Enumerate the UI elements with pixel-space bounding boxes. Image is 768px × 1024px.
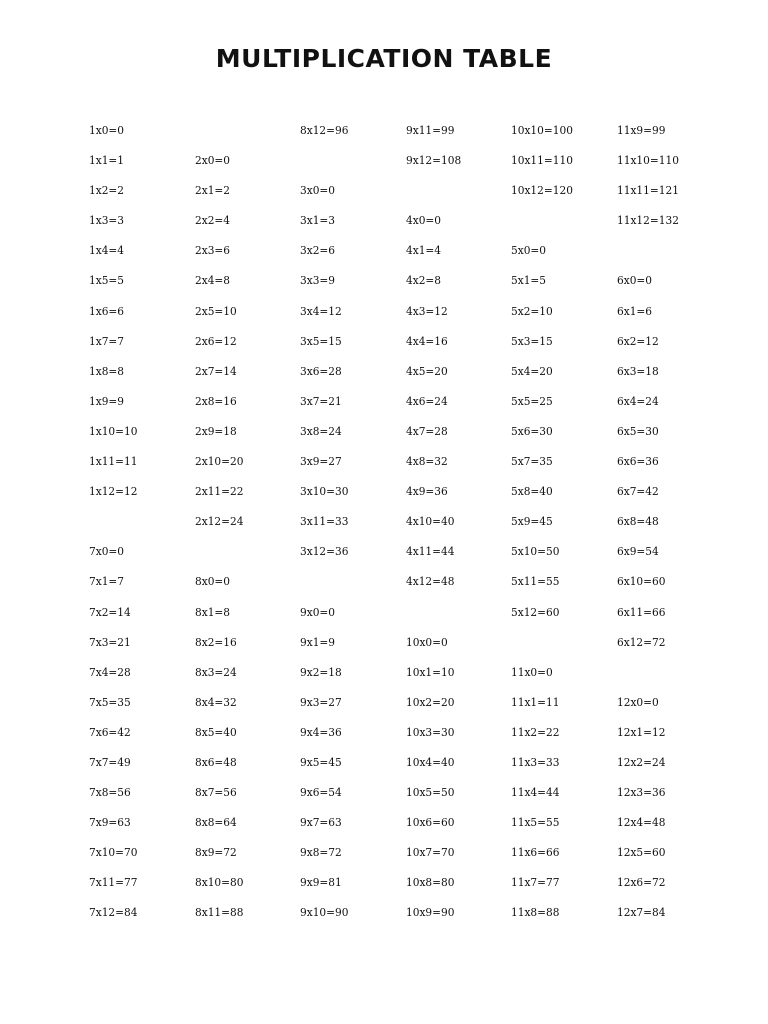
equation-cell: 6x7=42	[616, 484, 659, 499]
equation-cell: 8x12=96	[300, 123, 349, 137]
equation-cell: 3x4=12	[300, 303, 342, 318]
equation-cell: 11x5=55	[511, 815, 560, 830]
page-title: MULTIPLICATION TABLE	[215, 44, 553, 73]
equation-cell: 5x2=10	[511, 303, 553, 318]
table-row	[89, 632, 729, 662]
table-row	[89, 301, 729, 331]
equation-cell: 9x11=99	[405, 123, 455, 137]
equation-cell: 7x10=70	[89, 845, 138, 860]
equation-cell: 5x0=0	[511, 243, 547, 258]
equation-cell: 3x12=36	[300, 544, 349, 559]
equation-cell: 11x7=77	[511, 875, 560, 890]
equation-cell: 4x5=20	[405, 363, 448, 378]
equation-cell: 8x3=24	[194, 664, 237, 679]
equation-cell: 9x9=81	[300, 875, 342, 890]
equation-cell: 1x6=6	[89, 303, 125, 318]
equation-cell: 4x6=24	[405, 393, 448, 408]
equation-cell: 3x5=15	[300, 333, 342, 348]
equation-cell: 4x10=40	[405, 514, 455, 529]
equation-cell: 11x3=33	[511, 754, 560, 769]
equation-cell: 9x8=72	[300, 845, 342, 860]
equation-cell: 8x2=16	[194, 634, 237, 649]
equation-cell: 8x5=40	[194, 724, 237, 739]
table-row	[89, 210, 729, 240]
equation-cell: 8x10=80	[194, 875, 244, 890]
table-row	[89, 481, 729, 511]
table-row	[89, 421, 729, 451]
equation-cell: 12x0=0	[616, 694, 659, 709]
equation-cell: 2x8=16	[194, 393, 237, 408]
equation-cell: 10x4=40	[405, 754, 455, 769]
equation-cell: 6x2=12	[616, 333, 659, 348]
equation-cell: 9x6=54	[300, 785, 342, 800]
equation-cell: 3x6=28	[300, 363, 342, 378]
equation-cell: 7x1=7	[89, 574, 125, 589]
equation-cell: 1x4=4	[89, 243, 125, 258]
equation-cell: 1x12=12	[89, 484, 138, 499]
equation-cell: 9x7=63	[300, 815, 342, 830]
equation-cell: 10x10=100	[511, 123, 573, 137]
equation-cell: 5x4=20	[511, 363, 553, 378]
table-row	[89, 722, 729, 752]
equation-cell: 12x2=24	[616, 754, 666, 769]
equation-cell: 4x11=44	[405, 544, 455, 559]
equation-cell: 5x7=35	[511, 454, 553, 469]
equation-cell: 5x1=5	[511, 273, 547, 288]
equation-cell: 1x9=9	[89, 393, 125, 408]
equation-cell: 10x9=90	[405, 905, 455, 920]
table-row	[89, 812, 729, 842]
equation-cell: 7x7=49	[89, 754, 131, 769]
equation-cell: 6x10=60	[616, 574, 666, 589]
equation-cell: 2x3=6	[194, 243, 230, 258]
equation-cell: 12x6=72	[616, 875, 666, 890]
equation-cell: 9x4=36	[300, 724, 342, 739]
equation-cell: 5x10=50	[511, 544, 560, 559]
equation-cell: 8x4=32	[194, 694, 237, 709]
equation-cell: 8x11=88	[194, 905, 244, 920]
equation-cell: 2x10=20	[194, 454, 244, 469]
table-row	[89, 872, 729, 902]
equation-cell: 4x3=12	[405, 303, 448, 318]
equation-cell: 10x8=80	[405, 875, 455, 890]
equation-cell: 7x3=21	[89, 634, 131, 649]
equation-cell: 1x10=10	[89, 423, 138, 438]
equation-cell: 11x9=99	[616, 123, 666, 137]
equation-cell	[617, 662, 714, 692]
table-row	[89, 662, 729, 692]
equation-cell: 4x7=28	[405, 423, 448, 438]
equation-cell: 1x3=3	[89, 213, 125, 228]
equation-cell	[511, 210, 608, 240]
equation-cell	[617, 240, 714, 270]
equation-cell	[89, 511, 186, 541]
equation-cell	[511, 632, 608, 662]
equation-cell: 2x0=0	[194, 153, 230, 168]
equation-cell: 7x0=0	[89, 544, 125, 559]
table-row	[89, 180, 729, 210]
equation-cell: 12x7=84	[616, 905, 666, 920]
equation-cell: 11x1=11	[511, 694, 560, 709]
table-row	[89, 541, 729, 571]
equation-cell: 1x0=0	[89, 123, 125, 137]
equation-cell: 9x0=0	[300, 604, 336, 619]
equation-cell: 7x6=42	[89, 724, 131, 739]
equation-cell: 8x9=72	[194, 845, 237, 860]
equation-cell: 11x11=121	[616, 183, 679, 198]
equation-cell: 6x1=6	[616, 303, 652, 318]
equation-cell: 1x5=5	[89, 273, 125, 288]
equation-cell	[195, 541, 292, 571]
equation-cell: 7x8=56	[89, 785, 131, 800]
table-row	[89, 692, 729, 722]
equation-cell: 2x9=18	[194, 423, 237, 438]
equation-cell: 12x5=60	[616, 845, 666, 860]
equation-cell: 12x3=36	[616, 785, 666, 800]
equation-cell: 6x11=66	[616, 604, 666, 619]
equation-cell: 8x8=64	[194, 815, 237, 830]
equation-cell: 6x12=72	[616, 634, 666, 649]
table-row	[89, 451, 729, 481]
equation-cell: 6x8=48	[616, 514, 659, 529]
equation-cell: 4x8=32	[405, 454, 448, 469]
equation-cell: 10x12=120	[511, 183, 573, 198]
equation-cell: 11x0=0	[511, 664, 553, 679]
equation-cell: 4x12=48	[405, 574, 455, 589]
equation-cell: 7x9=63	[89, 815, 131, 830]
equation-cell: 2x4=8	[194, 273, 230, 288]
equation-cell: 3x11=33	[300, 514, 349, 529]
equation-cell: 6x0=0	[616, 273, 652, 288]
equation-cell: 3x9=27	[300, 454, 342, 469]
equation-cell: 11x8=88	[511, 905, 560, 920]
equation-cell: 10x5=50	[405, 785, 455, 800]
equation-cell: 9x1=9	[300, 634, 336, 649]
equation-cell: 10x6=60	[405, 815, 455, 830]
equation-cell: 11x4=44	[511, 785, 560, 800]
equation-cell: 10x7=70	[405, 845, 455, 860]
equation-cell: 8x1=8	[194, 604, 230, 619]
equation-cell: 9x5=45	[300, 754, 342, 769]
equation-cell: 6x3=18	[616, 363, 659, 378]
equation-cell: 2x12=24	[194, 514, 244, 529]
equation-cell: 8x7=56	[194, 785, 237, 800]
equation-cell: 5x11=55	[511, 574, 560, 589]
equation-cell: 12x4=48	[616, 815, 666, 830]
table-row	[89, 571, 729, 601]
equation-cell: 2x1=2	[194, 183, 230, 198]
equation-cell: 5x5=25	[511, 393, 553, 408]
equation-cell: 5x6=30	[511, 423, 553, 438]
equation-cell: 2x11=22	[194, 484, 244, 499]
equation-cell: 5x3=15	[511, 333, 553, 348]
table-row	[89, 511, 729, 541]
equation-cell: 10x1=10	[405, 664, 455, 679]
equation-cell: 3x2=6	[300, 243, 336, 258]
table-row	[89, 782, 729, 812]
equation-cell	[300, 571, 397, 601]
equation-cell: 7x2=14	[89, 604, 131, 619]
equation-cell: 10x2=20	[405, 694, 455, 709]
equation-cell: 6x9=54	[616, 544, 659, 559]
equation-cell: 2x2=4	[194, 213, 230, 228]
equation-cell: 11x12=132	[616, 213, 679, 228]
equation-cell: 4x1=4	[405, 243, 441, 258]
equation-cell: 1x11=11	[89, 454, 138, 469]
table-row	[89, 240, 729, 270]
equation-cell: 11x2=22	[511, 724, 560, 739]
equation-cell: 6x6=36	[616, 454, 659, 469]
equation-cell: 9x3=27	[300, 694, 342, 709]
equation-cell: 10x11=110	[511, 153, 573, 168]
equation-cell: 12x1=12	[616, 724, 666, 739]
equation-cell: 4x2=8	[405, 273, 441, 288]
equation-cell: 5x8=40	[511, 484, 553, 499]
table-row	[89, 331, 729, 361]
equation-cell: 3x1=3	[300, 213, 336, 228]
equation-cell: 4x9=36	[405, 484, 448, 499]
table-row	[89, 150, 729, 180]
table-row	[89, 842, 729, 872]
equation-cell: 7x11=77	[89, 875, 138, 890]
equation-cell: 9x2=18	[300, 664, 342, 679]
table-row	[89, 391, 729, 421]
table-row	[89, 902, 729, 932]
equation-cell: 1x2=2	[89, 183, 125, 198]
equation-cell: 1x7=7	[89, 333, 125, 348]
equation-cell	[195, 120, 292, 150]
equation-cell: 9x10=90	[300, 905, 349, 920]
equation-cell: 3x8=24	[300, 423, 342, 438]
equation-cell: 5x9=45	[511, 514, 553, 529]
table-row	[89, 120, 729, 150]
table-row	[89, 752, 729, 782]
equation-cell: 8x6=48	[194, 754, 237, 769]
equation-cell: 2x7=14	[194, 363, 237, 378]
equation-cell: 6x5=30	[616, 423, 659, 438]
equation-cell	[406, 602, 503, 632]
table-row	[89, 602, 729, 632]
equation-cell: 6x4=24	[616, 393, 659, 408]
equation-cell: 3x3=9	[300, 273, 336, 288]
equation-cell: 7x5=35	[89, 694, 131, 709]
equation-cell: 1x8=8	[89, 363, 125, 378]
equation-cell: 7x4=28	[89, 664, 131, 679]
table-row	[89, 361, 729, 391]
table-row	[89, 270, 729, 300]
equation-cell: 11x6=66	[511, 845, 560, 860]
equation-cell: 10x0=0	[405, 634, 448, 649]
equation-cell: 1x1=1	[89, 153, 125, 168]
equation-cell: 5x12=60	[511, 604, 560, 619]
equation-cell: 8x0=0	[194, 574, 230, 589]
equation-cell: 10x3=30	[405, 724, 455, 739]
equation-cell	[300, 150, 397, 180]
equation-cell: 4x4=16	[405, 333, 448, 348]
equation-cell: 11x10=110	[616, 153, 679, 168]
equation-cell: 2x5=10	[194, 303, 237, 318]
equation-cell: 4x0=0	[405, 213, 441, 228]
equation-cell: 3x7=21	[300, 393, 342, 408]
equation-cell: 2x6=12	[194, 333, 237, 348]
equation-cell	[406, 180, 503, 210]
multiplication-grid	[89, 120, 729, 933]
equation-cell: 9x12=108	[405, 153, 461, 168]
equation-cell: 3x10=30	[300, 484, 349, 499]
equation-cell: 3x0=0	[300, 183, 336, 198]
equation-cell: 7x12=84	[89, 905, 138, 920]
